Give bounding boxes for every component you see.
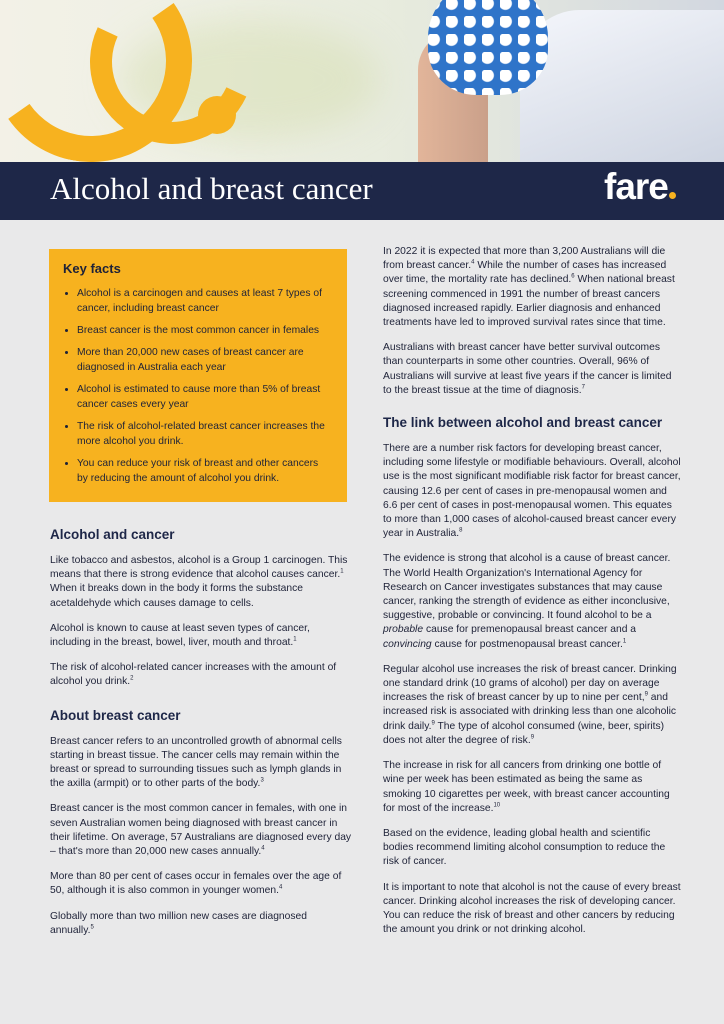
key-facts-box bbox=[49, 249, 347, 502]
fare-logo bbox=[604, 166, 676, 208]
key-facts-heading: Key facts bbox=[63, 261, 121, 276]
alcohol-and-cancer-heading: Alcohol and cancer bbox=[50, 527, 175, 542]
key-fact-item: • Alcohol is estimated to cause more than 5% of breast cancer cases every year bbox=[77, 382, 331, 412]
paragraph: It is important to note that alcohol is not the cause of every breast cancer. Drinking alcohol increases the risk of developing cancer. You can reduce the risk of breast and other cancers by reducing the amount you drink or not drinking alcohol. bbox=[383, 881, 681, 936]
hero-image bbox=[0, 0, 724, 162]
paragraph: Australians with breast cancer have better survival outcomes than counterparts in some other countries. Overall, 96% of Australians will survive at least five years if the cancer is limited to the breast tissue at the time of diagnosis.$^7$ bbox=[383, 342, 672, 396]
page-title: Alcohol and breast cancer bbox=[50, 171, 373, 206]
paragraph: Breast cancer is the most common cancer in females, with one in seven Australian women being diagnosed with breast cancer in their lifetime. On average, 57 Australians are diagnosed every day – that's more than 20,000 new cases annually.$^4$ bbox=[50, 803, 352, 858]
paragraph: Regular alcohol use increases the risk of breast cancer. Drinking one standard drink (10 grams of alcohol) per day on average increases the risk of breast cancer by up to nine per cent,$^9$ and increased risk is associated with drinking less than one alcoholic drink daily.$^9$ The type of alcohol consumed (wine, beer, spirits) does not alter the degree of risk.$^9$ bbox=[383, 663, 677, 746]
paragraph: Like tobacco and asbestos, alcohol is a Group 1 carcinogen. This means that there is strong evidence that alcohol causes cancer.$^1$ When it breaks down in the body it forms the substance acetaldehyde which causes damage to cells. bbox=[50, 555, 348, 609]
left-column bbox=[50, 527, 352, 949]
paragraph: Based on the evidence, leading global health and scientific bodies recommend limiting alcohol consumption to reduce the risk of cancer. bbox=[383, 827, 666, 868]
key-fact-item: • More than 20,000 new cases of breast cancer are diagnosed in Australia each year bbox=[77, 345, 331, 375]
paragraph: The risk of alcohol-related cancer increases with the amount of alcohol you drink.$^2$ bbox=[50, 662, 337, 688]
paragraph: Globally more than two million new cases are diagnosed annually.$^5$ bbox=[50, 910, 307, 936]
paragraph: The increase in risk for all cancers from drinking one bottle of wine per week has been estimated as being the same as smoking 10 cigarettes per week, with breast cancer accounting for most of the increase.$^{10}$ bbox=[383, 760, 670, 814]
key-fact-item: • The risk of alcohol-related breast cancer increases the more alcohol you drink. bbox=[77, 419, 331, 449]
paragraph: Breast cancer refers to an uncontrolled growth of abnormal cells starting in breast tissue. The cancer cells may remain within the breast or spread to surrounding tissues such as lymph glands in the axilla (armpit) or to other parts of the body.$^3$ bbox=[50, 735, 342, 790]
paragraph: There are a number risk factors for developing breast cancer, including some lifestyle or modifiable behaviours. Overall, alcohol use is the most significant modifiable risk factor for breast cancer, causing 12.6 per cent of cases in pre-menopausal women and 6.6 per cent of cases in post-menopausal women. This equates to more than 1,000 cases of alcohol-caused breast cancer every year in Australia.$^8$ bbox=[383, 443, 681, 540]
about-breast-cancer-heading: About breast cancer bbox=[50, 707, 181, 723]
right-column bbox=[383, 245, 681, 948]
logo-dot-icon bbox=[669, 192, 676, 199]
key-fact-item: • Breast cancer is the most common cancer in females bbox=[77, 323, 331, 338]
pillow-shape bbox=[520, 10, 724, 162]
key-facts-list bbox=[63, 286, 331, 486]
key-fact-item: • Alcohol is a carcinogen and causes at least 7 types of cancer, including breast cancer bbox=[77, 286, 331, 316]
decorative-dot-shape bbox=[198, 96, 236, 134]
paragraph: More than 80 per cent of cases occur in females over the age of 50, although it is also common in younger women.$^4$ bbox=[50, 871, 342, 897]
paragraph: In 2022 it is expected that more than 3,200 Australians will die from breast cancer.$^4$ While the number of cases has increased over time, the mortality rate has declined.$^6$ When national breast screening commenced in 1991 the number of breast cancers diagnosed increased rapidly. Earlier diagnosis and enhanced treatments have led to improved survival rates since that time. bbox=[383, 246, 675, 329]
logo-text: fare bbox=[604, 166, 668, 207]
key-fact-item: • You can reduce your risk of breast and other cancers by reducing the amount of alcohol you drink. bbox=[77, 456, 331, 486]
link-section-heading: The link between alcohol and breast cancer bbox=[383, 415, 663, 431]
paragraph: Alcohol is known to cause at least seven types of cancer, including in the breast, bowel, liver, mouth and throat.$^1$ bbox=[50, 622, 310, 649]
head-scarf-shape bbox=[428, 0, 548, 95]
paragraph: The evidence is strong that alcohol is a cause of breast cancer. The World Health Organization's International Agency for Research on Cancer investigates substances that may cause cancer, ranking the strength of evidence as either inconclusive, suggestive, probable or convincing. It found alcohol to be a probable cause for premenopausal breast cancer and a convincing cause for postmenopausal breast cancer.$^1$ bbox=[383, 553, 671, 650]
